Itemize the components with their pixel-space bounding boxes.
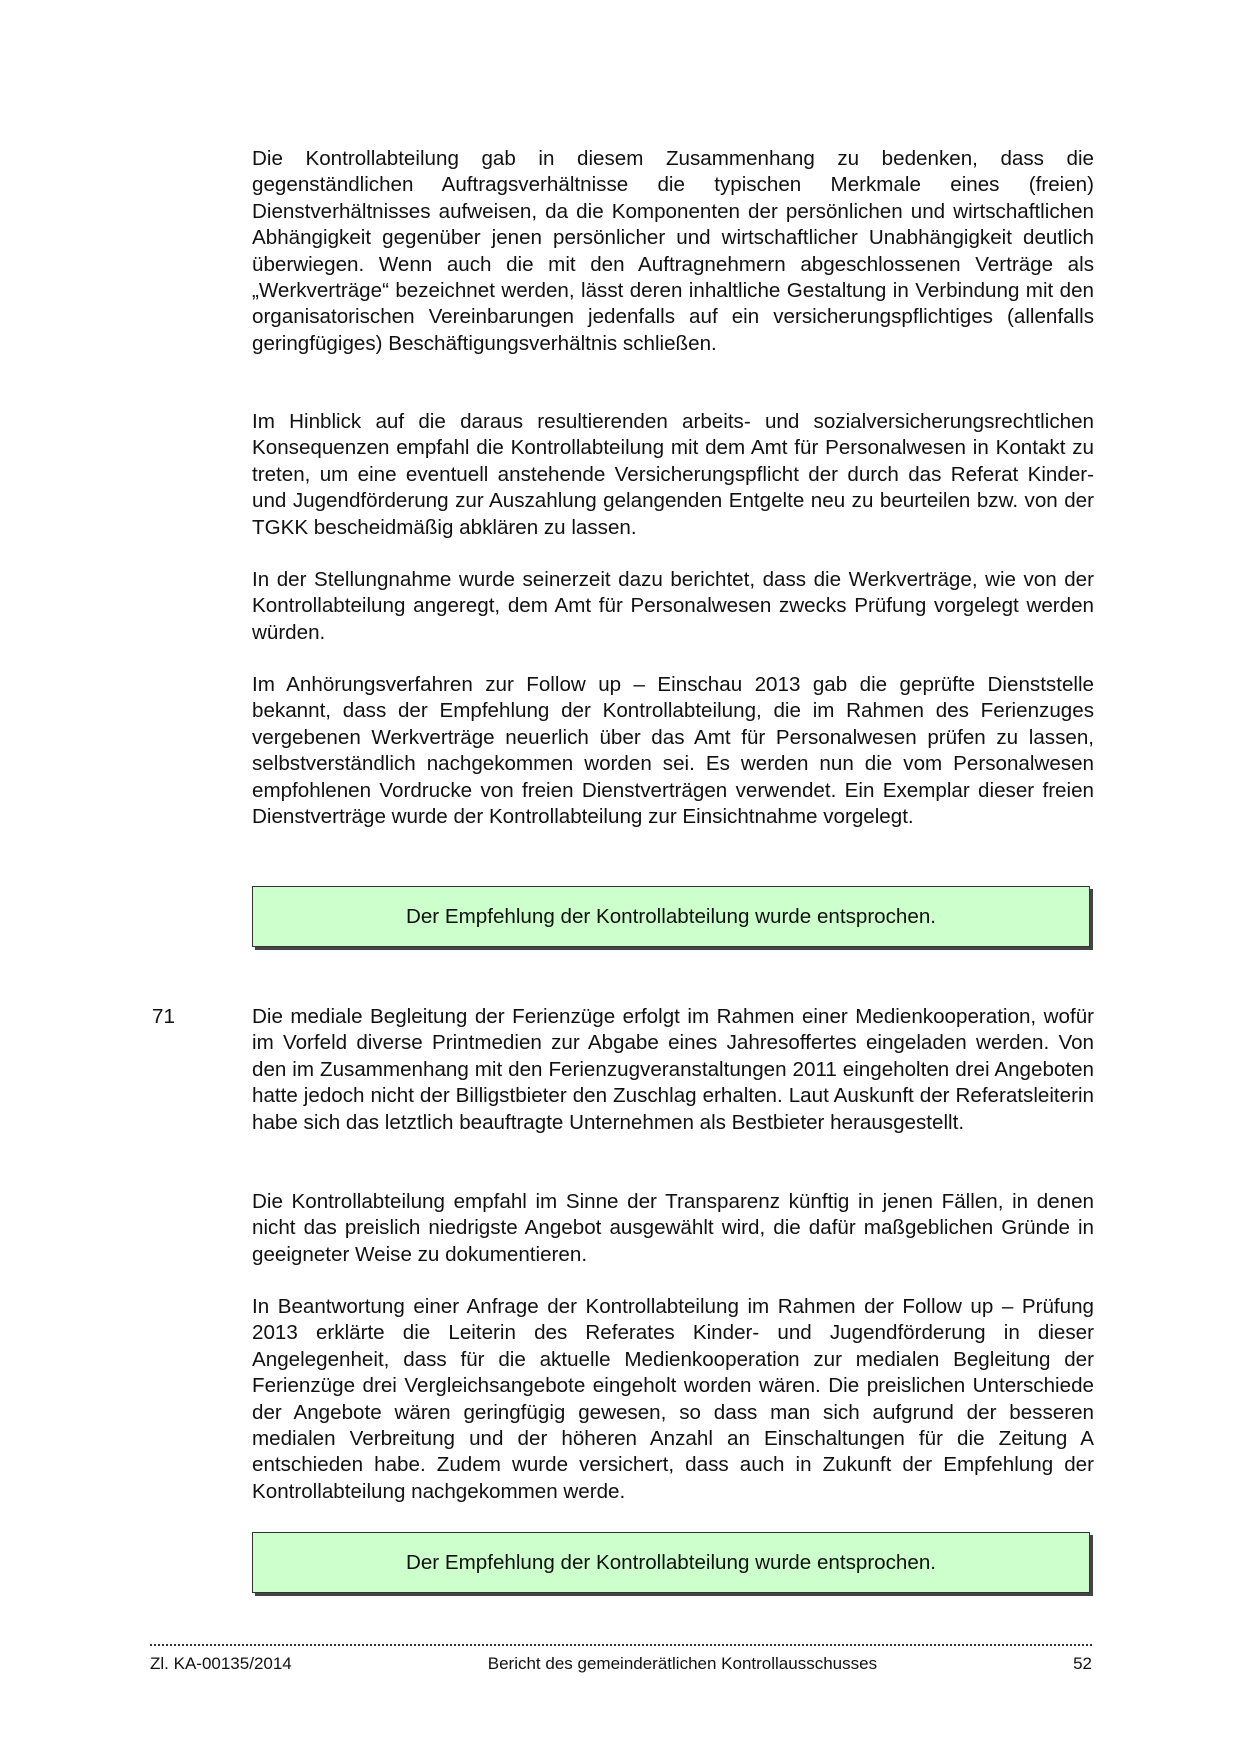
paragraph: Die mediale Begleitung der Ferienzüge erfolgt im Rahmen einer Medienkooperation, wofür im Vorfeld diverse Printmedien zur Abgabe eines Jahresoffertes eingeladen werden. Von den im Zusammenhang mit den Ferienzugveranstaltungen 2011 eingeholten drei Angeboten hatte jedoch nicht der Billigstbieter den Zuschlag erhalten. Laut Auskunft der Referatsleiterin habe sich das letztlich beauftragte Unternehmen als Bestbieter herausgestellt. (252, 1005, 1094, 1134)
section-2-text (252, 1004, 1094, 1136)
footer-reference: Zl. KA-00135/2014 (150, 1654, 292, 1673)
paragraph: Im Anhörungsverfahren zur Follow up – Einschau 2013 gab die geprüfte Dienststelle bekannt, dass der Empfehlung der Kontrollabteilung, die im Rahmen des Ferienzuges vergebenen Werkverträge neuerlich über das Amt für Personalwesen prüfen zu lassen, selbstverständlich nachgekommen worden sei. Es werden nun die vom Personalwesen empfohlenen Vordrucke von freien Dienstverträgen verwendet. Ein Exemplar dieser freien Dienstverträge wurde der Kontrollabteilung zur Einsichtnahme vorgelegt. (252, 673, 1094, 829)
footer-title: Bericht des gemeinderätlichen Kontrollausschusses (487, 1654, 878, 1673)
section-1-text-3 (252, 567, 1094, 646)
footer-page-number: 52 (1073, 1654, 1092, 1673)
section-2-text-2 (252, 1189, 1094, 1268)
section-1-text-4 (252, 672, 1094, 830)
paragraph: In der Stellungnahme wurde seinerzeit dazu berichtet, dass die Werkverträge, wie von der Kontrollabteilung angeregt, dem Amt für Personalwesen zwecks Prüfung vorgelegt werden würden. (252, 568, 1094, 644)
section-2-text-3 (252, 1294, 1094, 1505)
section-1-text-2 (252, 409, 1094, 541)
footer-dotted-rule (150, 1636, 1092, 1646)
section-1-text (252, 146, 1094, 357)
paragraph: In Beantwortung einer Anfrage der Kontrollabteilung im Rahmen der Follow up – Prüfung 2013 erklärte die Leiterin des Referates Kinder- und Jugendförderung in dieser Angelegenheit, dass für die aktuelle Medienkooperation zur medialen Begleitung der Ferienzüge drei Vergleichsangebote eingeholt worden wären. Die preislichen Unterschiede der Angebote wären geringfügig gewesen, so dass man sich aufgrund der besseren medialen Verbreitung und der höheren Anzahl an Einschaltungen für die Zeitung A entschieden habe. Zudem wurde versichert, dass auch in Zukunft der Empfehlung der Kontrollabteilung nachgekommen werde. (252, 1295, 1094, 1503)
paragraph: Die Kontrollabteilung gab in diesem Zusammenhang zu bedenken, dass die gegenständlichen Auftragsverhältnisse die typischen Merkmale eines (freien) Dienstverhältnisses aufweisen, da die Komponenten der persönlichen und wirtschaftlichen Abhängigkeit gegenüber jenen persönlicher und wirtschaftlicher Unabhängigkeit deutlich überwiegen. Wenn auch die mit den Auftragnehmern abgeschlossenen Verträge als „Werkverträge“ bezeichnet werden, lässt deren inhaltliche Gestaltung in Verbindung mit den organisatorischen Vereinbarungen jedenfalls auf ein versicherungspflichtiges (allenfalls geringfügiges) Beschäftigungsverhältnis schließen. (252, 147, 1094, 355)
recommendation-status-box: Der Empfehlung der Kontrollabteilung wurde entsprochen. (252, 886, 1090, 947)
paragraph: Die Kontrollabteilung empfahl im Sinne der Transparenz künftig in jenen Fällen, in denen nicht das preislich niedrigste Angebot ausgewählt wird, die dafür maßgeblichen Gründe in geeigneter Weise zu dokumentieren. (252, 1190, 1094, 1266)
section-number: 71 (152, 1005, 175, 1028)
page-footer (150, 1654, 1092, 1678)
recommendation-status-box: Der Empfehlung der Kontrollabteilung wurde entsprochen. (252, 1532, 1090, 1593)
paragraph: Im Hinblick auf die daraus resultierenden arbeits- und sozialversicherungsrechtlichen Konsequenzen empfahl die Kontrollabteilung mit dem Amt für Personalwesen in Kontakt zu treten, um eine eventuell anstehende Versicherungspflicht der durch das Referat Kinder- und Jugendförderung zur Auszahlung gelangenden Entgelte neu zu beurteilen bzw. von der TGKK bescheidmäßig abklären zu lassen. (252, 410, 1094, 539)
